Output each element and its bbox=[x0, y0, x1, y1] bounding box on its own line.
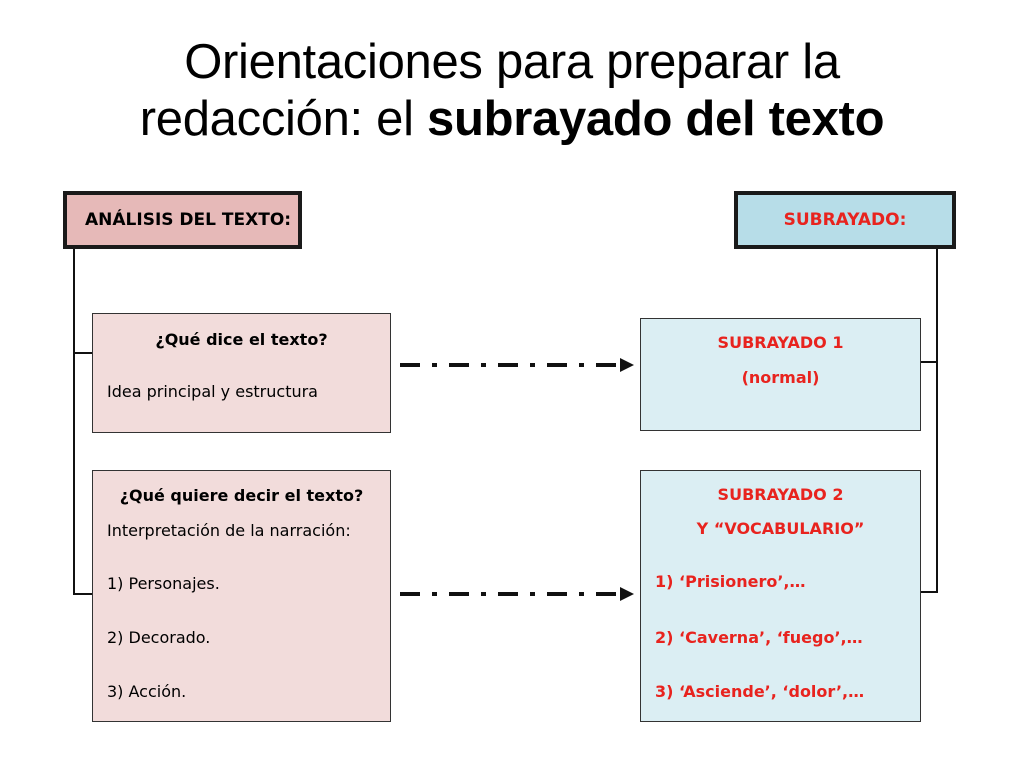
left-connector-to-box1 bbox=[73, 352, 93, 354]
what-text-means-box bbox=[92, 470, 391, 722]
underline-2-title: SUBRAYADO 2 bbox=[717, 485, 844, 504]
title-line-2 bbox=[0, 91, 1024, 148]
underline-2-item: 1) ‘Prisionero’,… bbox=[655, 572, 806, 591]
what-text-says-box bbox=[92, 313, 391, 433]
box2-item: 1) Personajes. bbox=[107, 574, 220, 593]
title-line-1: Orientaciones para preparar la bbox=[184, 35, 840, 89]
right-connector-to-box2 bbox=[920, 591, 938, 593]
box2-text: Interpretación de la narración: bbox=[107, 521, 351, 540]
box1-text: Idea principal y estructura bbox=[107, 382, 318, 401]
underline-2-item: 2) ‘Caverna’, ‘fuego’,… bbox=[655, 628, 863, 647]
left-vertical-connector bbox=[73, 249, 75, 595]
analysis-header bbox=[63, 191, 302, 249]
underline-1-subtitle: (normal) bbox=[741, 368, 820, 387]
underline-2-item: 3) ‘Asciende’, ‘dolor’,… bbox=[655, 682, 865, 701]
box2-item: 3) Acción. bbox=[107, 682, 187, 701]
box2-question: ¿Qué quiere decir el texto? bbox=[119, 486, 364, 505]
title-line-2-plain: redacción: el bbox=[139, 92, 428, 146]
left-connector-to-box2 bbox=[73, 593, 93, 595]
underline-1-box bbox=[640, 318, 921, 431]
box2-item: 2) Decorado. bbox=[107, 628, 211, 647]
dashed-arrow-2 bbox=[398, 584, 638, 604]
right-vertical-connector bbox=[936, 249, 938, 593]
box1-question: ¿Qué dice el texto? bbox=[155, 330, 328, 349]
right-connector-to-box1 bbox=[920, 361, 938, 363]
underline-2-subtitle: Y “VOCABULARIO” bbox=[696, 519, 865, 538]
underline-2-box bbox=[640, 470, 921, 722]
analysis-header-label: ANÁLISIS DEL TEXTO: bbox=[85, 210, 292, 230]
underline-1-title: SUBRAYADO 1 bbox=[717, 333, 844, 352]
title-line-2-bold: subrayado del texto bbox=[427, 92, 885, 146]
page-title bbox=[0, 34, 1024, 148]
underline-header-label: SUBRAYADO: bbox=[783, 210, 907, 230]
underline-header bbox=[734, 191, 956, 249]
dashed-arrow-1 bbox=[398, 355, 638, 375]
